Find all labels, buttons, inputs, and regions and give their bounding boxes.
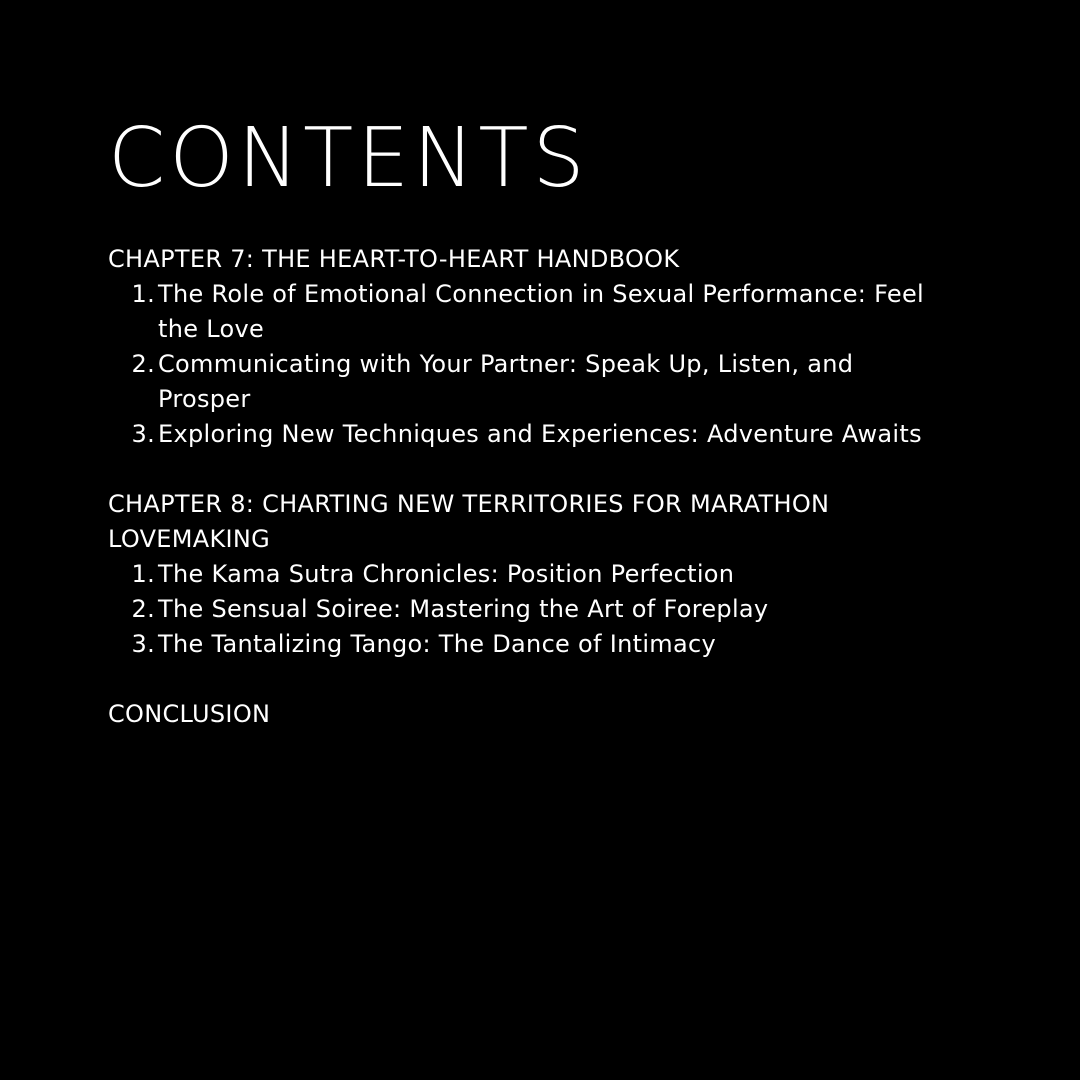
list-item [108, 627, 938, 662]
item-text: Exploring New Techniques and Experiences: Adventure Awaits [158, 420, 922, 448]
conclusion-heading: CONCLUSION [108, 700, 271, 728]
contents-page [108, 111, 938, 732]
list-item [108, 277, 938, 347]
chapter-heading: CHAPTER 7: THE HEART-TO-HEART HANDBOOK [108, 245, 680, 273]
item-text: The Role of Emotional Connection in Sexual Performance: Feel the Love [158, 280, 924, 343]
item-text: The Tantalizing Tango: The Dance of Intimacy [158, 630, 716, 658]
chapter-item-list [108, 557, 938, 662]
item-number: 1. [131, 280, 155, 308]
chapter-heading: CHAPTER 8: CHARTING NEW TERRITORIES FOR MARATHON LOVEMAKING [108, 490, 830, 553]
chapter-section [108, 242, 938, 452]
chapter-section [108, 487, 938, 662]
list-item [108, 557, 938, 592]
item-text: The Sensual Soiree: Mastering the Art of Foreplay [158, 595, 769, 623]
page-title: CONTENTS [108, 111, 589, 206]
list-item [108, 347, 938, 417]
list-item [108, 592, 938, 627]
item-number: 3. [131, 630, 155, 658]
item-text: Communicating with Your Partner: Speak Up, Listen, and Prosper [158, 350, 854, 413]
item-number: 1. [131, 560, 155, 588]
item-number: 2. [131, 350, 155, 378]
chapter-item-list [108, 277, 938, 452]
list-item [108, 417, 938, 452]
item-number: 3. [131, 420, 155, 448]
item-text: The Kama Sutra Chronicles: Position Perfection [158, 560, 735, 588]
item-number: 2. [131, 595, 155, 623]
